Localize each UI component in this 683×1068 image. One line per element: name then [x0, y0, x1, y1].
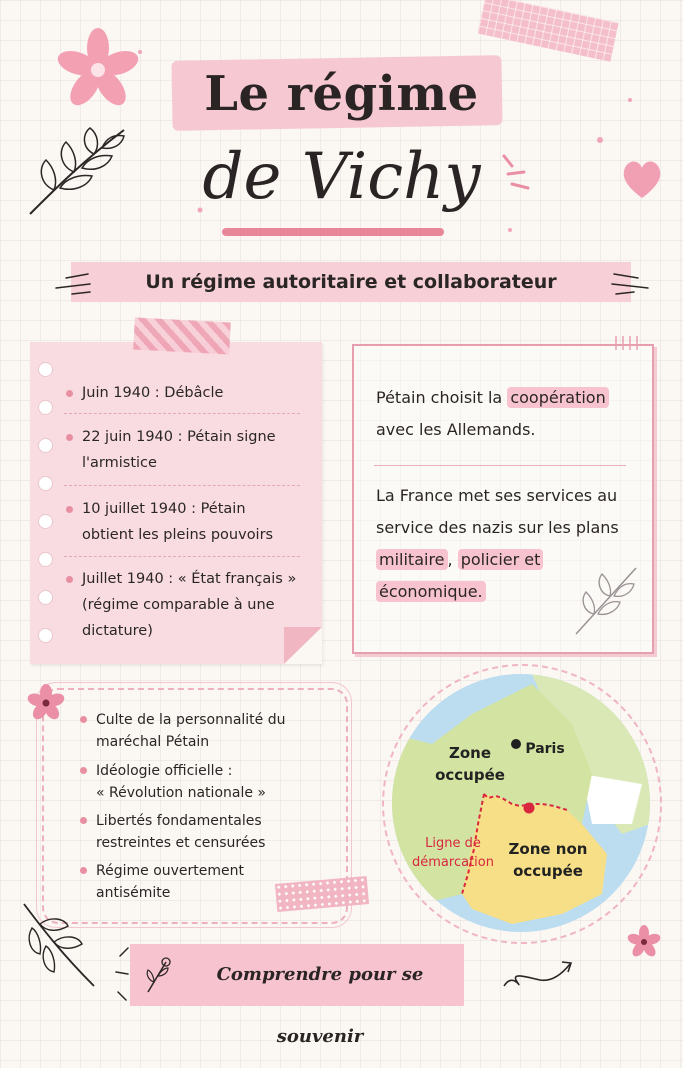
binder-hole: [38, 476, 53, 491]
feature-bullet: [80, 867, 87, 874]
vichy-marker: [524, 803, 535, 814]
timeline-item: Juillet 1940 : « État français » (régime comparable à une dictature): [82, 571, 297, 639]
page-title-script: de Vichy: [202, 140, 481, 214]
feature-bullet: [80, 817, 87, 824]
binder-hole: [38, 628, 53, 643]
map-label-paris: Paris: [525, 741, 565, 757]
curly-arrow-icon: [500, 950, 578, 998]
feature-item: Idéologie officielle : « Révolution nationale »: [96, 763, 266, 801]
highlight: économique.: [376, 581, 486, 602]
binder-hole: [38, 362, 53, 377]
feature-item: Culte de la personnalité du maréchal Pétain: [96, 712, 286, 750]
flower-sprig-icon: [142, 956, 174, 994]
accent-lines-icon: [608, 268, 652, 296]
highlight: policier et: [458, 549, 544, 570]
footer-text: Comprendre pour se souvenir: [216, 964, 424, 1047]
timeline-item: Juin 1940 : Débâcle: [82, 385, 224, 401]
binder-hole: [38, 400, 53, 415]
title-underline: [222, 228, 444, 236]
timeline-item: 22 juin 1940 : Pétain signe l'armistice: [82, 429, 276, 471]
feature-bullet: [80, 767, 87, 774]
stitch-marks-icon: [612, 334, 644, 352]
collaboration-text-2: La France met ses services au service des nazis sur les plans militaire , policier et économique.: [376, 486, 619, 601]
divider: [64, 556, 300, 557]
accent-lines-icon: [52, 268, 94, 296]
map-label-zone-occupee: Zone occupée: [435, 744, 505, 784]
divider: [64, 485, 300, 486]
divider: [374, 465, 626, 466]
paris-marker: [511, 739, 521, 749]
map-shapes: [392, 674, 650, 932]
binder-hole: [38, 552, 53, 567]
leaf-branch-icon: [18, 898, 100, 990]
washi-tape: [133, 318, 231, 355]
divider: [64, 413, 300, 414]
subtitle: Un régime autoritaire et collaborateur: [145, 271, 557, 293]
map-label-zone-libre: Zone non occupée: [508, 840, 588, 880]
highlight: militaire: [376, 549, 448, 570]
timeline-bullet: [66, 434, 73, 441]
france-map: [392, 674, 650, 932]
timeline-bullet: [66, 506, 73, 513]
feature-bullet: [80, 716, 87, 723]
timeline-bullet: [66, 390, 73, 397]
leaf-sprig-icon: [570, 562, 642, 638]
flower-icon: [626, 924, 662, 960]
collaboration-text-1: Pétain choisit la coopération avec les Allemands.: [376, 382, 636, 446]
binder-hole: [38, 514, 53, 529]
binder-hole: [38, 590, 53, 605]
feature-item: Libertés fondamentales restreintes et censurées: [96, 813, 266, 851]
flower-icon: [26, 682, 66, 722]
feature-item: Régime ouvertement antisémite: [96, 863, 244, 901]
highlight: coopération: [507, 387, 608, 408]
timeline-bullet: [66, 576, 73, 583]
binder-hole: [38, 438, 53, 453]
map-label-demarcation: Ligne de démarcation: [412, 836, 494, 870]
page-title: Le régime: [204, 66, 479, 122]
timeline-item: 10 juillet 1940 : Pétain obtient les pleins pouvoirs: [82, 501, 274, 543]
